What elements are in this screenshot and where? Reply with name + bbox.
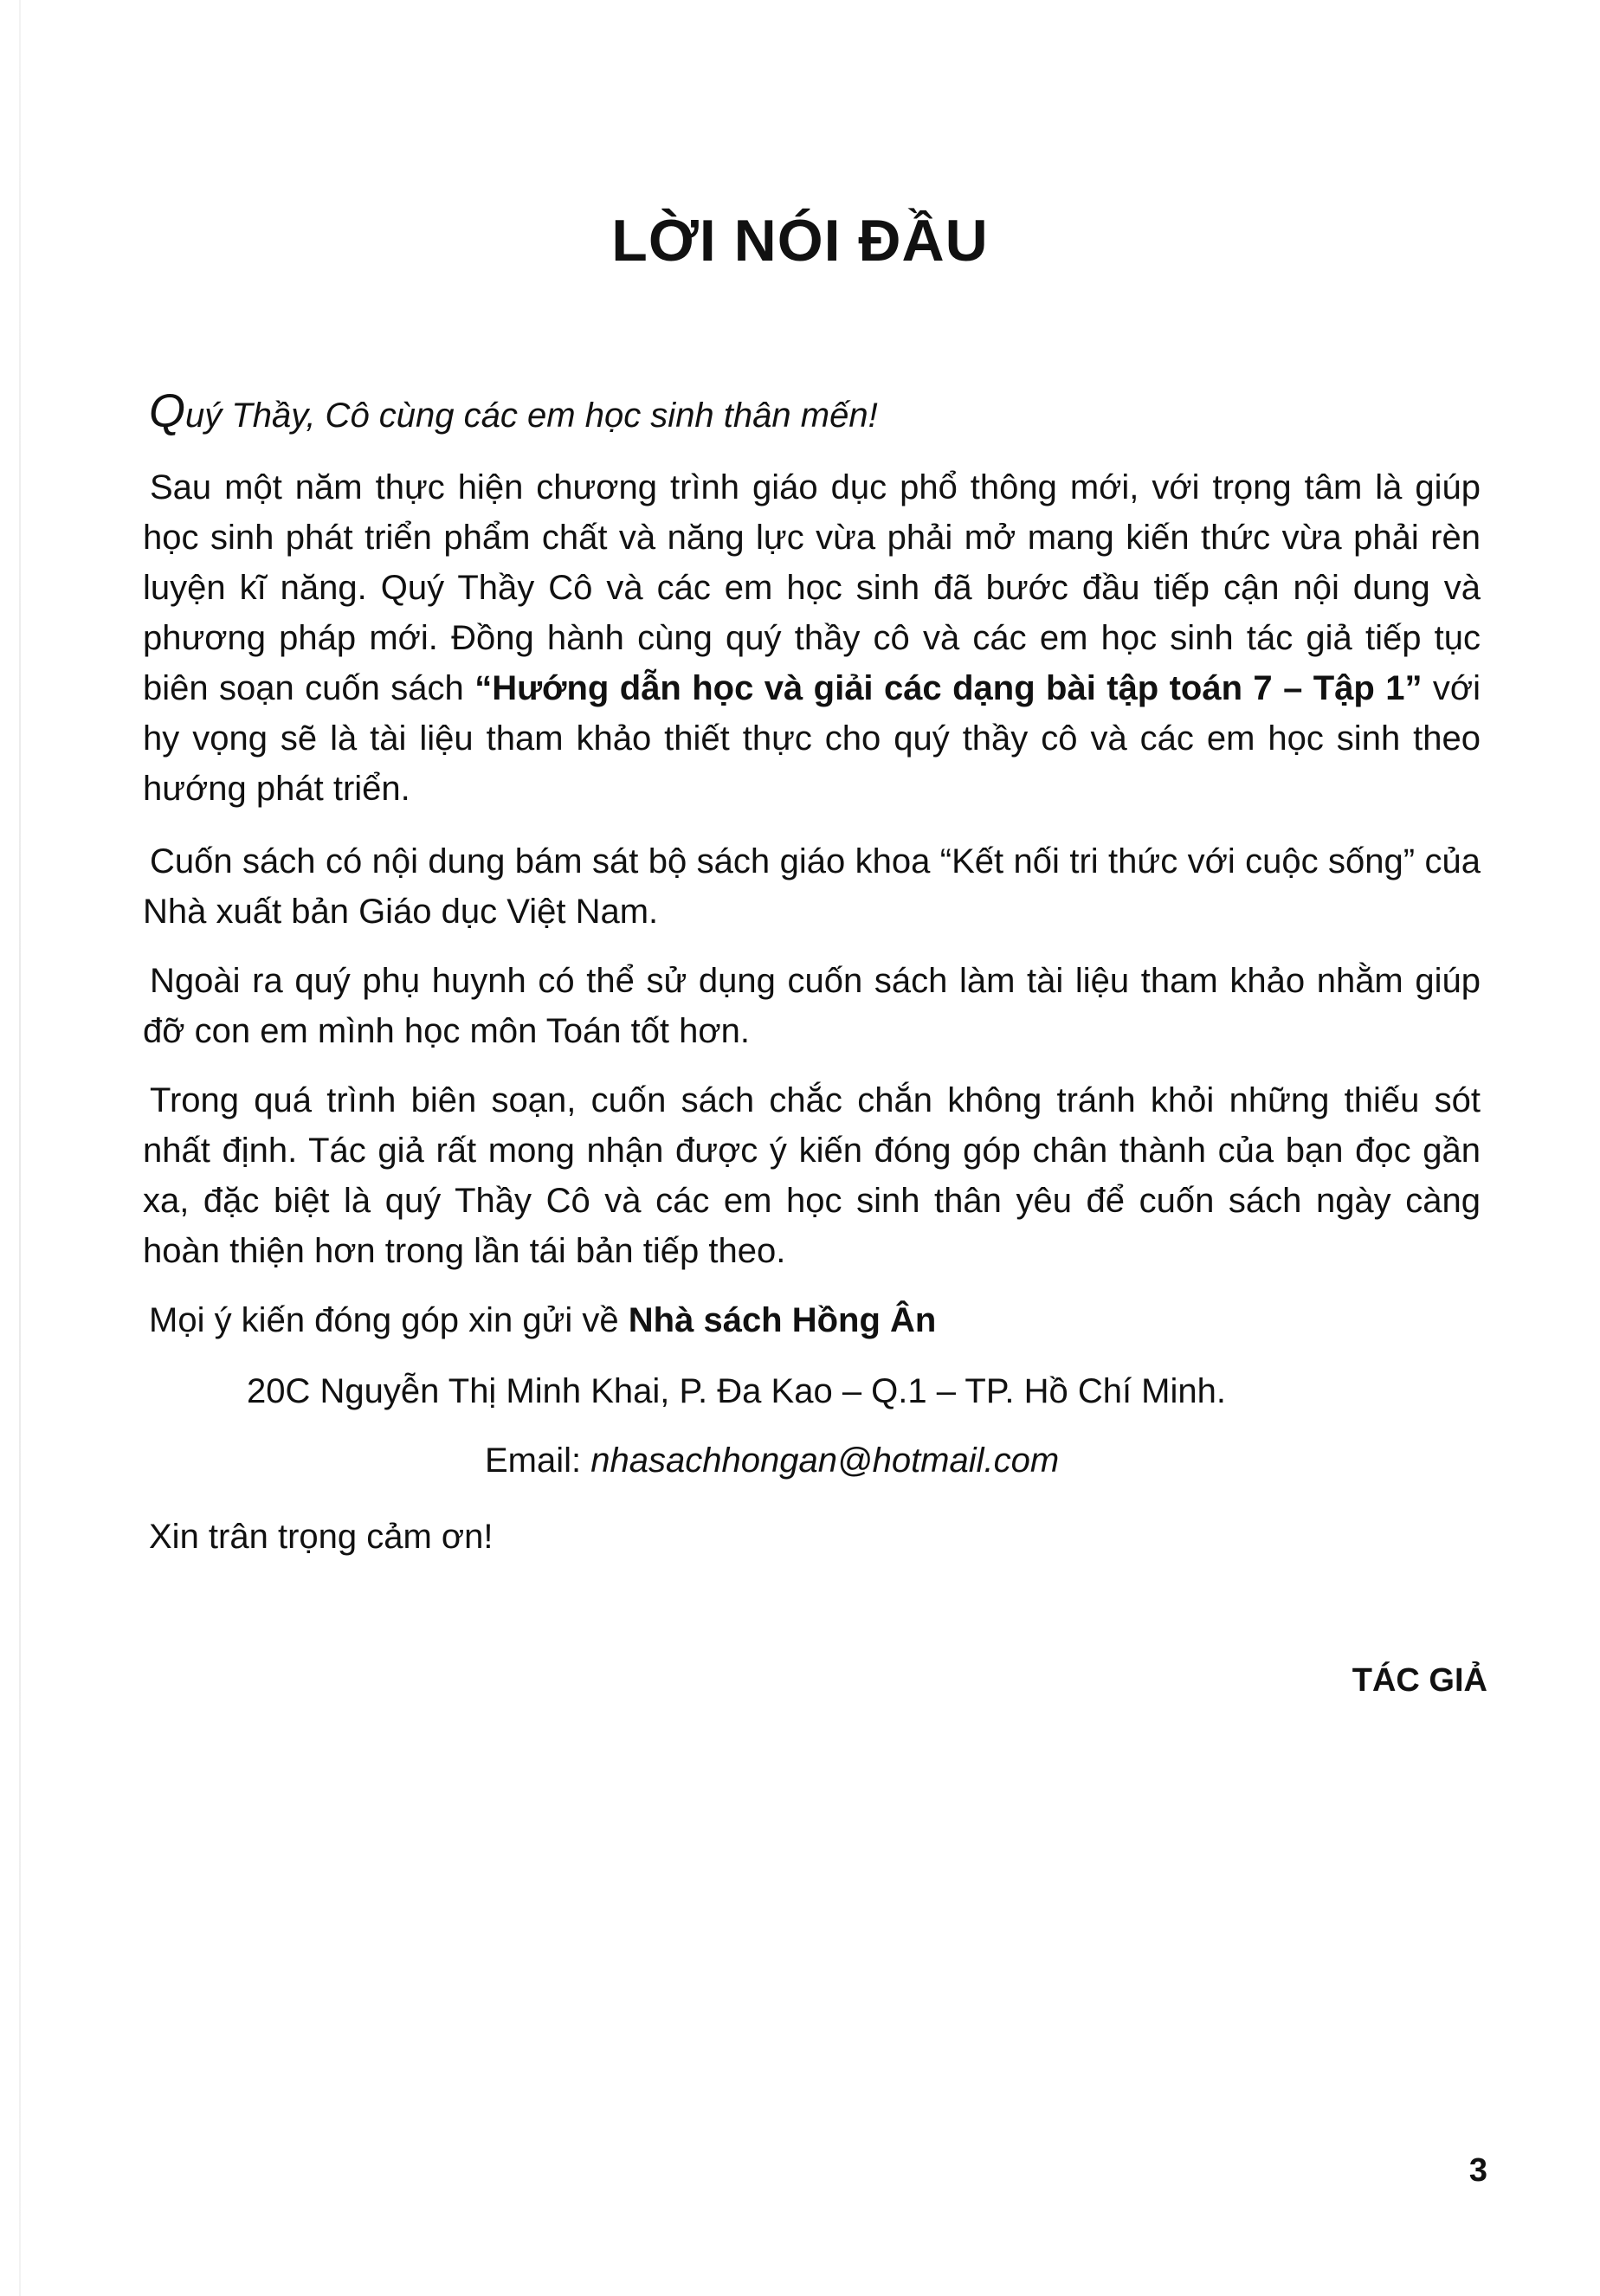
publisher-address: 20C Nguyễn Thị Minh Khai, P. Đa Kao – Q.1 – TP. Hồ Chí Minh. [247,1372,1226,1410]
email-address: nhasachhongan@hotmail.com [590,1441,1060,1480]
book-title: “Hướng dẫn học và giải các dạng bài tập toán 7 – Tập 1” [474,669,1423,707]
paragraph-1 [143,462,1481,814]
paragraph-1-outro: với hy vọng sẽ là tài liệu tham khảo thiết thực cho quý thầy cô và các em học sinh theo hướng phát triển. [143,669,1481,808]
contact-line [149,1295,936,1345]
greeting-dropcap: Q [149,385,186,437]
closing-line: Xin trân trọng cảm ơn! [149,1518,494,1556]
contact-intro: Mọi ý kiến đóng góp xin gửi về [149,1301,619,1339]
paragraph-4: Trong quá trình biên soạn, cuốn sách chắc chắn không tránh khỏi những thiếu sót nhất định. Tác giả rất mong nhận được ý kiến đóng góp chân thành của bạn đọc gần xa, đặc biệt là quý Thầy Cô và các em học sinh thân yêu để cuốn sách ngày càng hoàn thiện hơn trong lần tái bản tiếp theo. [143,1081,1481,1270]
paragraph-1-intro: Sau một năm thực hiện chương trình giáo dục phổ thông mới, với trọng tâm là giúp học sinh phát triển phẩm chất và năng lực vừa phải mở mang kiến thức vừa phải rèn luyện kĩ năng. Quý Thầy Cô và các em học sinh đã bước đầu tiếp cận nội dung và phương pháp mới. Đồng hành cùng quý thầy cô và các em học sinh tác giả tiếp tục biên soạn cuốn sách [143,468,1481,707]
page-title: LỜI NÓI ĐẦU [611,208,989,274]
scan-edge-shadow [19,0,21,2296]
author-signature: TÁC GIẢ [1352,1662,1487,1699]
email-line [485,1435,1059,1486]
email-label: Email: [485,1441,582,1480]
page-number: 3 [1468,2152,1487,2189]
publisher-name: Nhà sách Hồng Ân [628,1301,937,1339]
greeting [149,386,878,441]
paragraph-2: Cuốn sách có nội dung bám sát bộ sách giáo khoa “Kết nối tri thức với cuộc sống” của Nhà xuất bản Giáo dục Việt Nam. [143,842,1481,931]
greeting-text: uý Thầy, Cô cùng các em học sinh thân mến! [185,397,878,435]
paragraph-3: Ngoài ra quý phụ huynh có thể sử dụng cuốn sách làm tài liệu tham khảo nhằm giúp đỡ con em mình học môn Toán tốt hơn. [143,962,1481,1050]
